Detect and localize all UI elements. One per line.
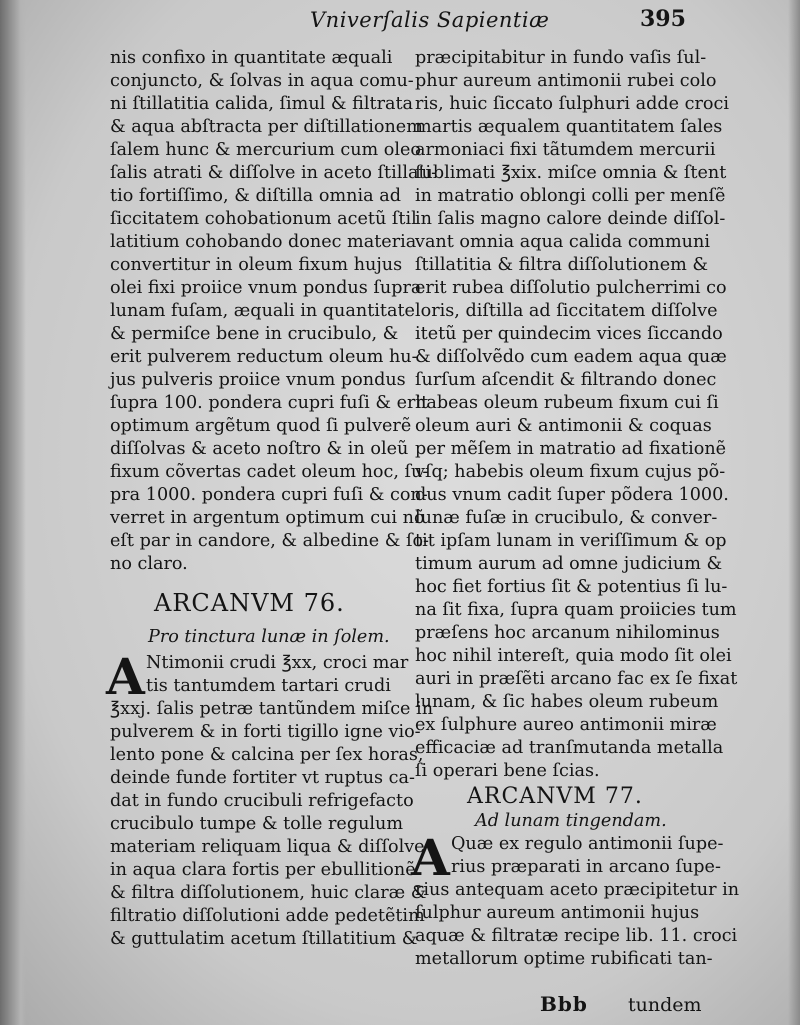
text-line: tio fortiſſimo, & diſtilla omnia ad [110, 186, 401, 206]
text-line: ſublimati ℥xix. miſce omnia & ſtent [415, 163, 727, 183]
right-column [411, 47, 740, 971]
text-line: hoc nihil intereſt, quia modo ſit olei [415, 646, 732, 666]
text-line: dat in fundo crucibuli refrigefacto [110, 791, 414, 811]
running-head: Vniverſalis Sapientiæ [310, 8, 550, 32]
text-line: erit pulverem reductum oleum hu- [110, 347, 418, 367]
text-line: jus pulveris proiice vnum pondus [110, 370, 406, 390]
text-line: crucibulo tumpe & tolle regulum [110, 814, 404, 834]
page-gutter-shadow [0, 0, 26, 1025]
text-line: diſſolvas & aceto noſtro & in oleũ [110, 439, 409, 459]
text-line: & filtra diſſolutionem, huic claræ & [110, 883, 427, 903]
text-line: latitium cohobando donec materia [110, 232, 417, 252]
text-line: ex ſulphure aureo antimonii miræ [415, 715, 717, 735]
text-line: metallorum optime rubificati tan- [415, 949, 713, 969]
text-line: ſalem hunc & mercurium cum oleo [110, 140, 422, 160]
text-line: itetũ per quindecim vices ſiccando [415, 324, 723, 344]
text-line: timum aurum ad omne judicium & [415, 554, 723, 574]
text-line: ni ſtillatitia calida, ſimul & filtrata [110, 94, 414, 114]
text-line: armoniaci fixi tãtumdem mercurii [415, 140, 716, 160]
text-line: ſulphur aureum antimonii hujus [415, 903, 700, 923]
text-line: convertitur in oleum fixum hujus [110, 255, 403, 275]
text-line: loris, diſtilla ad ſiccitatem diſſolve [415, 301, 718, 321]
text-line: & permiſce bene in crucibulo, & [110, 324, 399, 344]
text-line: præcipitabitur in fundo vaſis ſul- [415, 48, 707, 68]
text-line: ſurſum aſcendit & filtrando donec [415, 370, 717, 390]
text-line: lunam, & ſic habes oleum rubeum [415, 692, 719, 712]
text-line: aquæ & filtratæ recipe lib. 11. croci [415, 926, 738, 946]
text-line: ſtillatitia & filtra diſſolutionem & [415, 255, 709, 275]
text-line: in matratio oblongi colli per menſẽ [415, 186, 726, 206]
text-line: oleum auri & antimonii & coquas [415, 416, 712, 436]
text-line: fixum cõvertas cadet oleum hoc, ſu- [110, 462, 429, 482]
arcanum-76-heading: ARCANVM 76. [154, 589, 345, 617]
text-line: filtratio diſſolutioni adde pedetẽtim [110, 906, 425, 926]
text-line: vant omnia aqua calida communi [415, 232, 710, 252]
text-line: pulverem & in forti tigillo igne vio- [110, 722, 421, 742]
text-line: & diſſolvẽdo cum eadem aqua quæ [415, 347, 727, 367]
right-column-text [415, 47, 738, 783]
page-number: 395 [640, 6, 686, 32]
text-line: dus vnum cadit ſuper põdera 1000. [415, 485, 729, 505]
drop-cap-letter: A [106, 647, 145, 706]
signature-mark: Bbb [540, 992, 588, 1016]
text-line: phur aureum antimonii rubei colo [415, 71, 717, 91]
text-line: efficaciæ ad tranſmutanda metalla [415, 738, 724, 758]
text-line: erit rubea diſſolutio pulcherrimi co [415, 278, 727, 298]
text-line: conjuncto, & ſolvas in aqua comu- [110, 71, 414, 91]
text-line: lunæ fuſæ in crucibulo, & conver- [415, 508, 718, 528]
text-line: tit ipſam lunam in veriſſimum & op [415, 531, 727, 551]
text-line: nis confixo in quantitate æquali [110, 48, 393, 68]
text-line: lento pone & calcina per ſex horas, [110, 745, 424, 765]
text-line: na ſit fixa, ſupra quam proiicies tum [415, 600, 737, 620]
text-line: deinde funde fortiter vt ruptus ca- [110, 768, 415, 788]
page-edge-shadow [788, 0, 800, 1025]
text-line: materiam reliquam liqua & diſſolve [110, 837, 425, 857]
text-line: ſupra 100. pondera cupri fuſi & erit [110, 393, 429, 413]
arcanum-77-subheading: Ad lunam tingendam. [475, 811, 667, 831]
arcanum-76-paragraph [106, 647, 434, 951]
arcanum-77-paragraph [411, 828, 740, 971]
catchword: tundem [628, 994, 702, 1016]
text-line: lunam fuſam, æquali in quantitate [110, 301, 415, 321]
arcanum-76-subheading: Pro tinctura lunæ in ſolem. [148, 627, 390, 647]
text-line: in ſalis magno calore deinde diſſol- [415, 209, 726, 229]
left-column-text [110, 47, 438, 576]
text-line: olei fixi proiice vnum pondus ſupra [110, 278, 422, 298]
text-line: auri in præſẽti arcano fac ex ſe fixat [415, 669, 738, 689]
text-line: Ntimonii crudi ℥xx, croci mar [146, 653, 409, 673]
text-line: per mẽſem in matratio ad fixationẽ [415, 439, 727, 459]
text-line: ſiccitatem cohobationum acetũ ſtil [110, 209, 417, 229]
text-line: vſq; habebis oleum fixum cujus põ- [415, 462, 726, 482]
text-line: rius præparati in arcano ſupe- [451, 857, 721, 877]
text-line: ris, huic ſiccato ſulphuri adde croci [415, 94, 729, 114]
text-line: hoc fiet fortius ſit & potentius ſi lu- [415, 577, 728, 597]
text-line: ſalis atrati & diſſolve in aceto ſtillati- [110, 163, 438, 183]
text-line: tis tantumdem tartari crudi [146, 676, 391, 696]
text-line: eſt par in candore, & albedine & ſo- [110, 531, 429, 551]
arcanum-77-heading: ARCANVM 77. [467, 784, 643, 809]
text-line: Quæ ex regulo antimonii ſupe- [451, 834, 724, 854]
left-column [106, 47, 438, 951]
text-line: no claro. [110, 554, 188, 574]
text-line: martis æqualem quantitatem ſales [415, 117, 723, 137]
text-line: verret in argentum optimum cui nõ [110, 508, 425, 528]
text-line: & aqua abſtracta per diſtillationem [110, 117, 423, 137]
text-line: præſens hoc arcanum nihilominus [415, 623, 720, 643]
text-line: ſi operari bene ſcias. [415, 761, 600, 781]
text-line: ℥xxj. ſalis petræ tantũndem miſce in [110, 699, 434, 719]
drop-cap-letter: A [411, 828, 450, 887]
text-line: optimum argẽtum quod ſi pulverẽ [110, 416, 412, 436]
text-line: habeas oleum rubeum fixum cui ſi [415, 393, 719, 413]
text-line: & guttulatim acetum ſtillatitium & [110, 929, 418, 949]
text-line: pra 1000. pondera cupri fuſi & con- [110, 485, 428, 505]
text-line: rius antequam aceto præcipitetur in [415, 880, 740, 900]
text-line: in aqua clara fortis per ebullitionẽ [110, 860, 416, 880]
